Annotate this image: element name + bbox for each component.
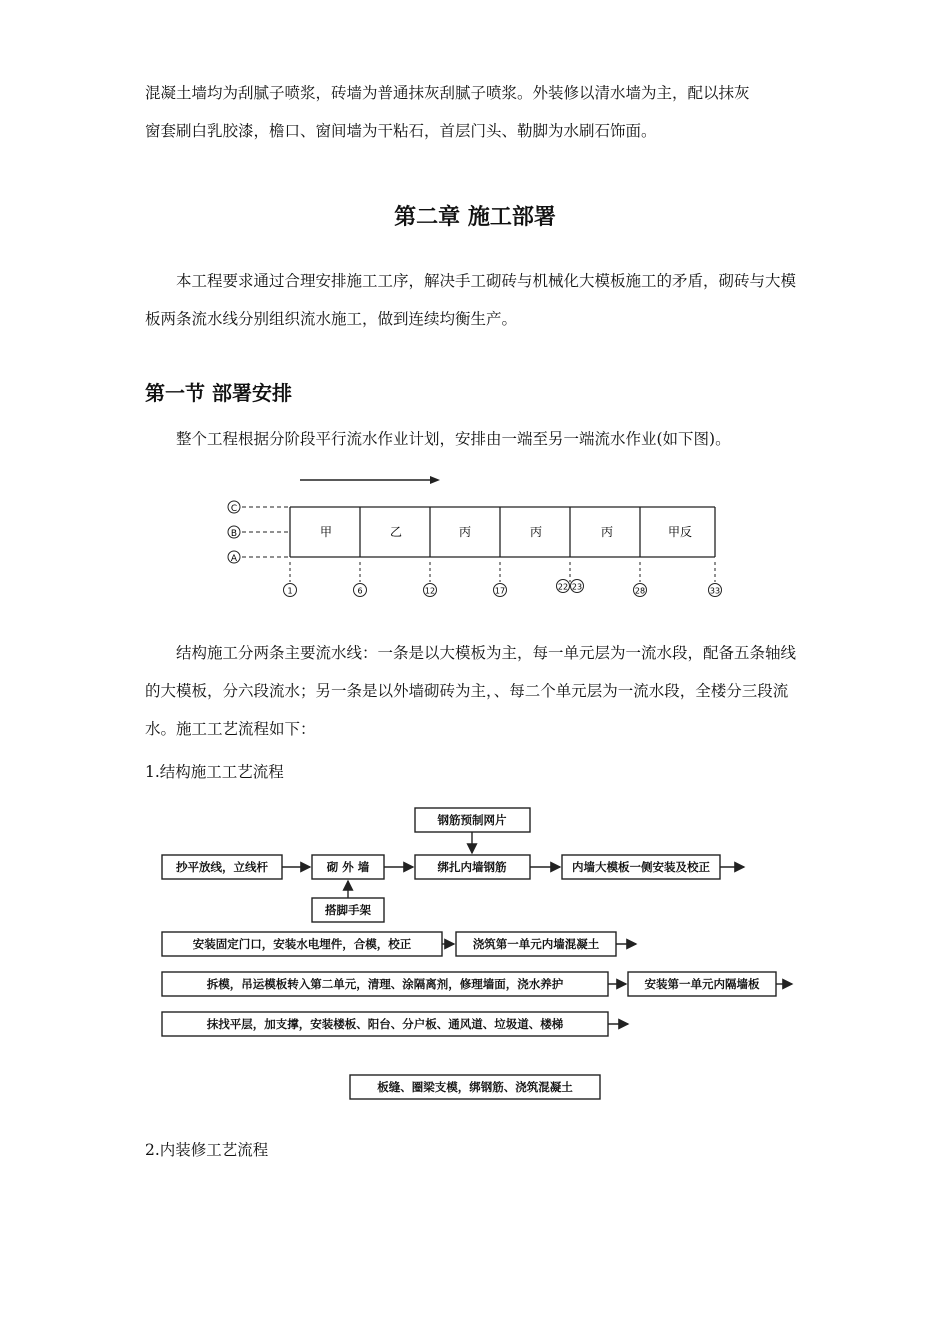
segment-label: 甲: [319, 525, 333, 539]
segment-label: 甲反: [667, 525, 693, 539]
flow-step: 绑扎内墙钢筋: [437, 860, 507, 874]
row-label: [228, 551, 240, 564]
svg-text:C: C: [230, 504, 238, 514]
svg-text:33: 33: [709, 586, 721, 596]
flow-step: 钢筋预制网片: [437, 813, 507, 827]
segment-label: 丙: [529, 525, 543, 539]
svg-text:28: 28: [634, 586, 646, 596]
row-label: [228, 526, 240, 539]
axis-label: [424, 584, 437, 597]
chapter-title: 第二章 施工部署: [394, 205, 556, 230]
flow-step: 安装第一单元内隔墙板: [644, 977, 760, 991]
flow-step: 抹找平层，加支撑，安装楼板、阳台、分户板、通风道、垃圾道、楼梯: [206, 1017, 564, 1031]
flow-step: 安装固定门口，安装水电埋件，合模，校正: [192, 937, 412, 951]
structure-flowchart: [150, 800, 800, 1105]
svg-text:22: 22: [557, 582, 569, 592]
axis-label: [557, 580, 570, 593]
flow-step: 内墙大模板一侧安装及校正: [572, 860, 710, 874]
flow-heading: 1.结构施工工艺流程: [145, 763, 284, 781]
row-label: [228, 501, 240, 514]
flow-step: 抄平放线，立线杆: [176, 860, 268, 874]
section-title: 第一节 部署安排: [145, 381, 292, 405]
svg-text:1: 1: [287, 586, 293, 596]
flow-step: 板缝、圈梁支模，绑钢筋、浇筑混凝土: [377, 1080, 573, 1094]
svg-text:6: 6: [357, 586, 363, 596]
paragraph: 结构施工分两条主要流水线：一条是以大模板为主，每一单元层为一流水段，配备五条轴线的大模板，分六段流水；另一条是以外墙砌砖为主，、每二个单元层为一流水段，全楼分三段流水。施工工艺流程如下：: [145, 644, 797, 738]
flow-step: 搭脚手架: [325, 903, 371, 917]
construction-plan-diagram: [220, 470, 740, 605]
flow-step: 浇筑第一单元内墙混凝土: [472, 937, 600, 951]
paragraph-line: 混凝土墙均为刮腻子喷浆，砖墙为普通抹灰刮腻子喷浆。外装修以清水墙为主，配以抹灰: [145, 84, 750, 102]
svg-text:17: 17: [494, 586, 506, 596]
axis-label: [634, 584, 647, 597]
segment-label: 丙: [458, 525, 472, 539]
axis-label: [571, 580, 584, 593]
flow-step: 拆模，吊运模板转入第二单元，清理、涂隔离剂，修理墙面，浇水养护: [206, 977, 564, 991]
svg-text:B: B: [230, 529, 238, 539]
svg-text:12: 12: [424, 586, 436, 596]
svg-text:A: A: [230, 554, 238, 564]
axis-label: [284, 584, 297, 597]
flow-heading: 2.内装修工艺流程: [145, 1141, 269, 1159]
svg-text:23: 23: [571, 582, 583, 592]
segment-label: 丙: [600, 525, 614, 539]
axis-label: [354, 584, 367, 597]
paragraph-line: 窗套刷白乳胶漆，檐口、窗间墙为干粘石，首层门头、勒脚为水刷石饰面。: [145, 122, 657, 140]
paragraph: 整个工程根据分阶段平行流水作业计划，安排由一端至另一端流水作业(如下图)。: [176, 430, 731, 448]
segment-label: 乙: [389, 525, 403, 539]
axis-label: [709, 584, 722, 597]
paragraph: 本工程要求通过合理安排施工工序，解决手工砌砖与机械化大模板施工的矛盾，砌砖与大模板两条流水线分别组织流水施工，做到连续均衡生产。: [145, 272, 797, 328]
axis-label: [494, 584, 507, 597]
flow-step: 砌 外 墙: [326, 860, 370, 874]
